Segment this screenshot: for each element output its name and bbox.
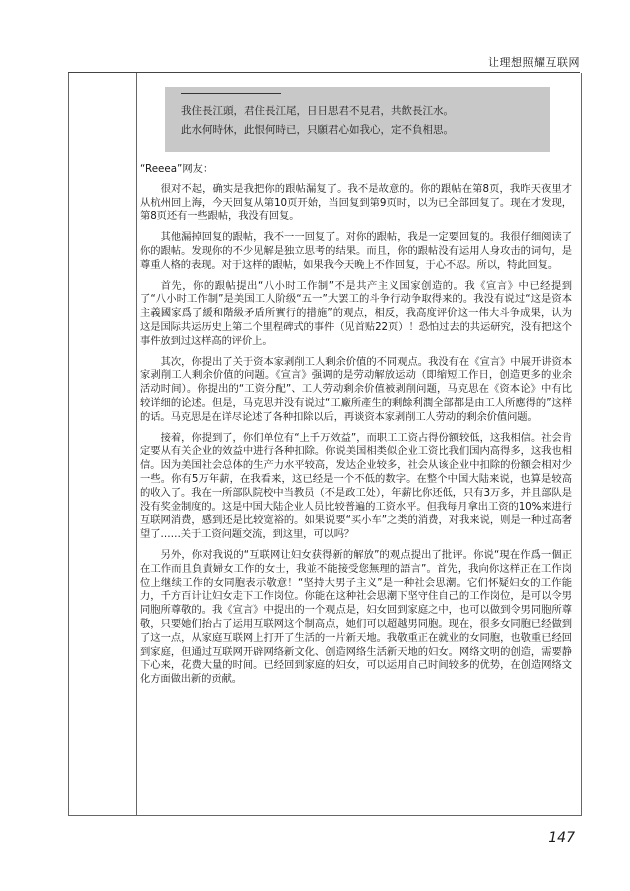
paragraph: 其他漏掉回复的跟帖，我不一一回复了。对你的跟帖，我是一定要回复的。我很仔细阅读了你的跟帖。发现你的不少见解是独立思考的结果。而且，你的跟帖没有运用人身攻击的词句，是尊重人格的表现。对于这样的跟帖，如果我今天晚上不作回复，于心不忍。所以，特此回复。 — [140, 231, 572, 271]
paragraph: 另外，你对我说的“互联网让妇女获得新的解放”的观点提出了批评。你说“現在作爲一個正在工作而且負責婦女工作的女士，我並不能接受您無理的語言”。首先，我向你这样正在工作岗位上继续工作的女同胞表示敬意！“坚持大男子主义”是一种社会思潮。它们怀疑妇女的工作能力，千方百计让妇女走下工作岗位。你能在这种社会思潮下坚守住自己的工作岗位，是可以令男同胞所尊敬的。我《宣言》中提出的一个观点是，妇女回到家庭之中，也可以做到令男同胞所尊敬，只要她们抬占了运用互联网这个制高点，她们可以超越男同胞。现在，很多女同胞已经做到了这一点，从家庭互联网上打开了生活的一片新天地。我敬重正在就业的女同胞，也敬重已经回到家庭，但通过互联网开辟网络新文化、创造网络生活新天地的妇女。网络文明的创造，需要静下心来，花费大量的时间。已经回到家庭的妇女，可以运用自己时间较多的优势，在创造网络文化方面做出新的贡献。 — [140, 548, 572, 686]
paragraph: 首先，你的跟帖提出“八小时工作制”不是共产主义国家创造的。我《宣言》中已经提到了“八小时工作制”是美国工人阶级“五一”大罢工的斗争行动争取得来的。我没有说过“这是资本主義國家爲了緩和階級矛盾所實行的措施”的观点，相反，我高度评价这一伟大斗争成果，认为这是国际共运历史上第二个里程碑式的事件（见首贴22页）！恐怕过去的共运研究，没有把这个事件放到过这样高的评价上。 — [140, 279, 572, 347]
paragraph: 其次，你提出了关于资本家剥削工人剩余价值的不同观点。我没有在《宣言》中展开讲资本家剥削工人剩余价值的问题。《宣言》强调的是劳动解放运动（即缩短工作日，创造更多的业余活动时间）。你提出的“工资分配”、工人劳动剩余价值被剥削问题，马克思在《资本论》中有比较详细的论述。但是，马克思并没有说过“工廠所產生的剩餘利潤全部都是由工人所應得的”这样的话。马克思是在详尽论述了各种扣除以后，再谈资本家剥削工人劳动的剩余价值问题。 — [140, 355, 572, 423]
running-header: 让理想照耀互联网 — [488, 56, 580, 69]
margin-divider — [136, 73, 137, 815]
salutation: “Reeea”网友： — [140, 163, 214, 175]
poem-quote-box — [165, 87, 550, 152]
letter-body — [140, 163, 572, 694]
page-number: 147 — [548, 830, 575, 846]
quote-line: 我住長江頭，君住長江尾，日日思君不見君，共飲長江水。 — [181, 105, 454, 117]
quote-line: 此水何時休，此恨何時已，只願君心如我心，定不負相思。 — [181, 124, 454, 136]
paragraph: 很对不起，确实是我把你的跟帖漏复了。我不是故意的。你的跟帖在第8页，我昨天夜里才从杭州回上海，今天回复从第10页开始，当回复到第9页时，以为已全部回复了。现在才发现，第8页还有一些跟帖，我没有回复。 — [140, 182, 572, 223]
paragraph: 接着，你提到了，你们单位有“上千万效益”，而职工工资占得份额较低，这我相信。社会肯定要从有关企业的效益中进行各种扣除。你说美国相类似企业工资比我们国内高得多，这我也相信。因为美国社会总体的生产力水平较高，发达企业较多，社会从该企业中扣除的份额会相对少一些。你有5万年薪，在我看来，这已经是一个不低的数字。在整个中国大陆来说，也算是较高的收入了。我在一所部队院校中当教员（不是政工处），年薪比你还低，只有3万多，并且部队是没有奖金制度的。这是中国大陆企业人员比较普遍的工资水平。但我每月拿出工资的10%来进行互联网消费，感到还是比较宽裕的。如果说要“买小车”之类的消费，对我来说，则是一种过高奢望了……关于工资问题交流，到这里，可以吗？ — [140, 431, 572, 541]
quote-rule — [181, 93, 281, 94]
